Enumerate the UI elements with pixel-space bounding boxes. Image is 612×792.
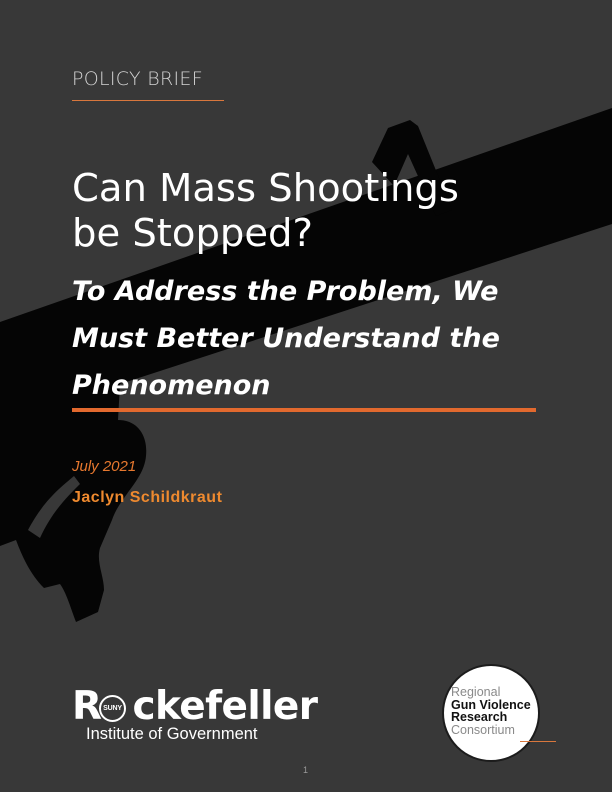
wordmark-rest: ckefeller (132, 684, 318, 729)
document-type-label: POLICY BRIEF (72, 68, 203, 90)
page-number: 1 (303, 765, 309, 775)
author-name: Jaclyn Schildkraut (72, 489, 223, 506)
title-line: Can Mass Shootings (72, 166, 459, 211)
rockefeller-subline: Institute of Government (86, 725, 258, 743)
consortium-logo-text (451, 686, 531, 736)
subtitle-line: To Address the Problem, We (72, 276, 499, 307)
consortium-line: Gun Violence (451, 697, 531, 712)
consortium-underline (520, 741, 556, 742)
title-line: be Stopped? (72, 211, 313, 256)
wordmark-initial: R (72, 684, 102, 729)
kicker-underline (72, 100, 224, 101)
consortium-line: Regional (451, 685, 501, 699)
publication-date: July 2021 (72, 458, 137, 475)
document-subtitle (72, 268, 542, 409)
suny-seal-icon: SUNY (99, 695, 126, 722)
consortium-line: Consortium (451, 722, 515, 737)
subtitle-line: Must Better Understand the (72, 323, 500, 354)
title-divider (72, 408, 536, 412)
consortium-line: Research (451, 710, 508, 724)
subtitle-line: Phenomenon (72, 370, 271, 401)
rockefeller-institute-logo (72, 684, 318, 747)
document-title (72, 166, 552, 256)
